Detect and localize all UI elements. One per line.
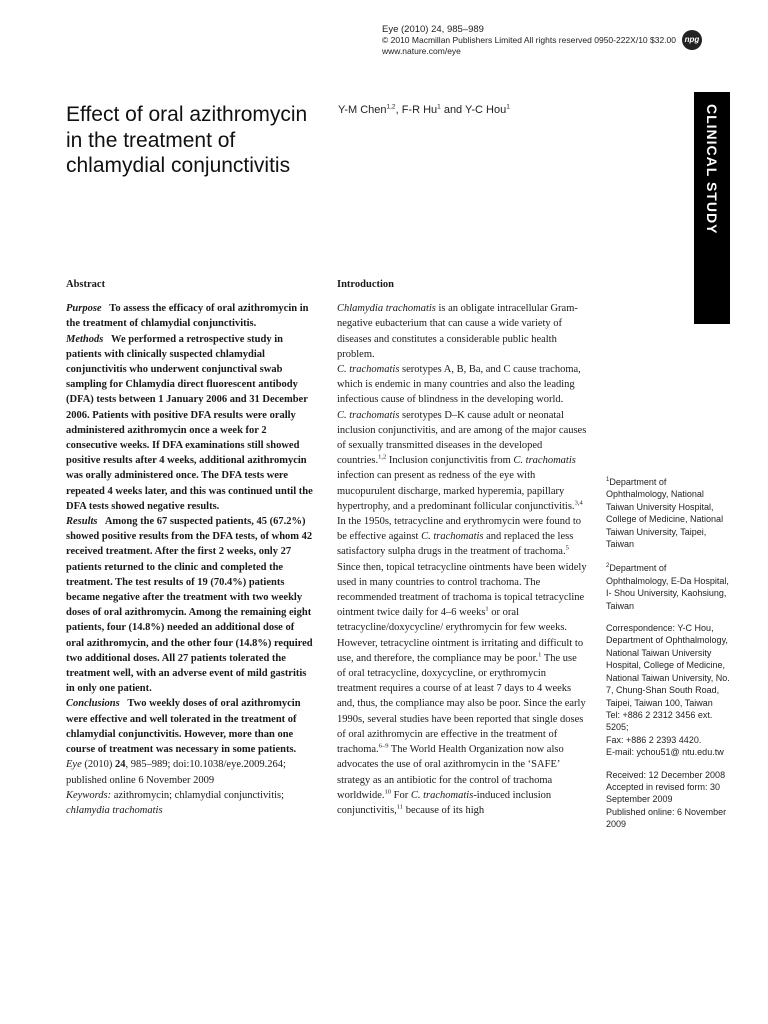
abstract-results	[66, 514, 314, 696]
abstract-citation	[66, 757, 314, 787]
species-name: C. trachomatis	[337, 409, 400, 421]
intro-text: because of its high	[403, 804, 485, 816]
section-banner	[694, 92, 730, 324]
abstract-label: Conclusions	[66, 698, 120, 710]
reference-sup[interactable]: 5	[565, 544, 569, 552]
npg-logo: npg	[682, 30, 702, 50]
citation-year: (2010)	[81, 759, 115, 771]
received-date: Received: 12 December 2008	[606, 769, 726, 780]
intro-text: Inclusion conjunctivitis from	[386, 455, 514, 467]
author-list: Y-M Chen$^{1,2}$, F-R Hu$^1$ and Y-C Hou$^1$	[338, 103, 510, 116]
abstract-purpose	[66, 301, 314, 331]
intro-text: -induced inclusion conjunctivitis,	[337, 789, 552, 816]
journal-citation: Eye (2010) 24, 985–989	[382, 24, 484, 35]
abstract-methods	[66, 332, 314, 514]
intro-paragraph	[337, 362, 587, 408]
intro-text: serotypes A, B, Ba, and C cause trachoma, which is endemic in many countries and also the leading infectious cause of blindness in the developing world.	[337, 364, 581, 406]
reference-sup[interactable]: 3,4	[574, 499, 583, 507]
affiliation-sup: 1	[606, 477, 610, 483]
reference-sup[interactable]: 10	[384, 788, 392, 796]
intro-paragraph	[337, 408, 587, 818]
author-name: Y-M Chen	[338, 104, 387, 116]
species-name: Chlamydia trachomatis	[337, 303, 436, 315]
intro-text: The World Health Organization now also advocates the use of oral azithromycin in the ‘SAFE’ strategy as an antibiotic for the control of trachoma worldwide.	[337, 744, 564, 801]
abstract-heading: Abstract	[66, 279, 106, 290]
article-title: Effect of oral azithromycin in the treatment of chlamydial conjunctivitis	[66, 103, 308, 177]
citation-volume: 24	[115, 759, 126, 771]
telephone: Tel: +886 2 2312 3456 ext. 5205;	[606, 709, 713, 733]
reference-sup[interactable]: 1	[485, 605, 489, 613]
reference-sup[interactable]: 1	[538, 651, 542, 659]
published-date: Published online: 6 November 2009	[606, 806, 727, 830]
intro-text: or oral tetracycline/doxycycline/ erythromycin for few weeks. However, tetracycline ointment is irritating and difficult to use, and therefore, the compliance may be poor.	[337, 607, 584, 664]
reference-sup[interactable]: 1,2	[378, 453, 387, 461]
species-name: C. trachomatis	[410, 789, 474, 801]
intro-paragraph	[337, 301, 587, 362]
accepted-date: Accepted in revised form: 30 September 2009	[606, 781, 721, 805]
reference-sup[interactable]: 11	[396, 803, 404, 811]
intro-text: and replaced the less satisfactory sulpha drugs in the treatment of trachoma.	[337, 531, 574, 558]
intro-text: serotypes D–K cause adult or neonatal inclusion conjunctivitis, and are among of the major causes of sexually transmitted diseases in the developed countries.	[337, 409, 587, 467]
affiliation-text: Department of Ophthalmology, National Taiwan University Hospital, College of Medicine, National Taiwan University, Taipei, Taiwan	[606, 477, 724, 550]
keywords	[66, 788, 314, 818]
author-affil-sup: 1	[437, 103, 441, 111]
affiliation-1	[606, 474, 731, 550]
affiliation-sup: 2	[606, 563, 610, 570]
introduction-heading: Introduction	[337, 279, 394, 290]
keywords-list-italic: chlamydia trachomatis	[66, 804, 163, 816]
abstract-section	[66, 277, 314, 818]
species-name: C. trachomatis	[337, 364, 400, 376]
abstract-label: Purpose	[66, 303, 102, 315]
introduction-section	[337, 277, 587, 818]
intro-text: is an obligate intracellular Gram-negative eubacterium that can cause a wide variety of diseases and constitutes a considerable public health problem.	[337, 303, 578, 360]
affiliations-column	[606, 474, 731, 831]
journal-header	[382, 24, 682, 57]
author-affil-sup: 1	[506, 103, 510, 111]
copyright-line: © 2010 Macmillan Publishers Limited All rights reserved 0950-222X/10 $32.00	[382, 35, 677, 45]
affiliation-text: Department of Ophthalmology, E-Da Hospital, I- Shou University, Kaohsiung, Taiwan	[606, 563, 729, 611]
author-affil-sup: 1,2	[386, 103, 396, 111]
author-name: Y-C Hou	[465, 104, 507, 116]
intro-text: The use of oral tetracycline, doxycycline, or erythromycin treatment requires a course of at least 7 days to 4 weeks and, thus, the compliance may also be poor. Since the early 1990s, several studies have been reported that single doses of oral azithromycin are effective in the treatment of trachoma.	[337, 652, 586, 756]
keywords-list: azithromycin; chlamydial conjunctivitis;	[111, 789, 285, 801]
abstract-text: Two weekly doses of oral azithromycin were effective and well tolerated in the treatment of chlamydial conjunctivitis. However, more than one course of treatment was necessary in some patients.	[66, 698, 301, 756]
abstract-conclusions	[66, 696, 314, 757]
author-name: F-R Hu	[401, 104, 438, 116]
species-name: C. trachomatis	[513, 455, 576, 467]
correspondence: Correspondence: Y-C Hou, Department of Ophthalmology, National Taiwan University Hospital, College of Medicine, National Taiwan University, No. 7, Chung-Shan South Road, Taipei, Taiwan 100, Taiwan	[606, 623, 730, 708]
abstract-text: We performed a retrospective study in patients with clinically suspected chlamydial conjunctivitis who underwent conjunctival swab sampling for Chlamydia direct fluorescent antibody (DFA) tests between 1 January 2006 and 31 December 2006. Patients with positive DFA results were orally administered azithromycin once a week for 2 consecutive weeks. If DFA examinations still showed positive results after 4 weeks, additional azithromycin was orally administered once. The DFA tests were repeated 4 weeks later, and this was continued until the DFA tests showed negative results.	[66, 333, 313, 512]
journal-url[interactable]: www.nature.com/eye	[382, 46, 461, 56]
intro-text: infection can present as redness of the eye with mucopurulent discharge, marked hyperemia, papillary hypertrophy, and a predominant follicular conjunctivitis.	[337, 470, 575, 512]
reference-sup[interactable]: 6–9	[378, 742, 389, 750]
affiliation-2	[606, 560, 731, 612]
intro-text: In the 1950s, tetracycline and erythromycin were found to be effective against	[337, 516, 582, 543]
species-name: C. trachomatis	[421, 531, 484, 543]
abstract-label: Methods	[66, 333, 104, 345]
abstract-text: Among the 67 suspected patients, 45 (67.2%) showed positive results from the DFA tests, of whom 42 received treatment. After the first 2 weeks, only 27 patients returned to the clinic and completed the treatment. The test results of 19 (70.4%) patients became negative after the treatment with two weekly doses of oral azithromycin. Among the remaining eight patients, four (14.8%) needed an additional dose of oral azithromycin, and the other four (14.8%) required two additional doses. All 27 patients tolerated the treatment well, with an adverse event of mild gastritis in only one patient.	[66, 516, 313, 695]
keywords-label: Keywords:	[66, 789, 112, 801]
fax: Fax: +886 2 2393 4420.	[606, 734, 702, 745]
citation-journal: Eye	[66, 759, 82, 771]
citation-details[interactable]: , 985–989; doi:10.1038/eye.2009.264; published online 6 November 2009	[66, 759, 286, 786]
intro-text: For	[391, 789, 411, 801]
abstract-label: Results	[66, 516, 98, 528]
intro-text: Since then, topical tetracycline ointments have been widely used in many countries to control trachoma. The recommended treatment of trachoma is topical tetracycline ointment twice daily for 4–6 weeks	[337, 561, 587, 619]
email[interactable]: E-mail: ychou51@ ntu.edu.tw	[606, 747, 724, 758]
section-banner-label: CLINICAL STUDY	[704, 104, 720, 235]
abstract-text: To assess the efficacy of oral azithromycin in the treatment of chlamydial conjunctivitis.	[66, 303, 309, 330]
